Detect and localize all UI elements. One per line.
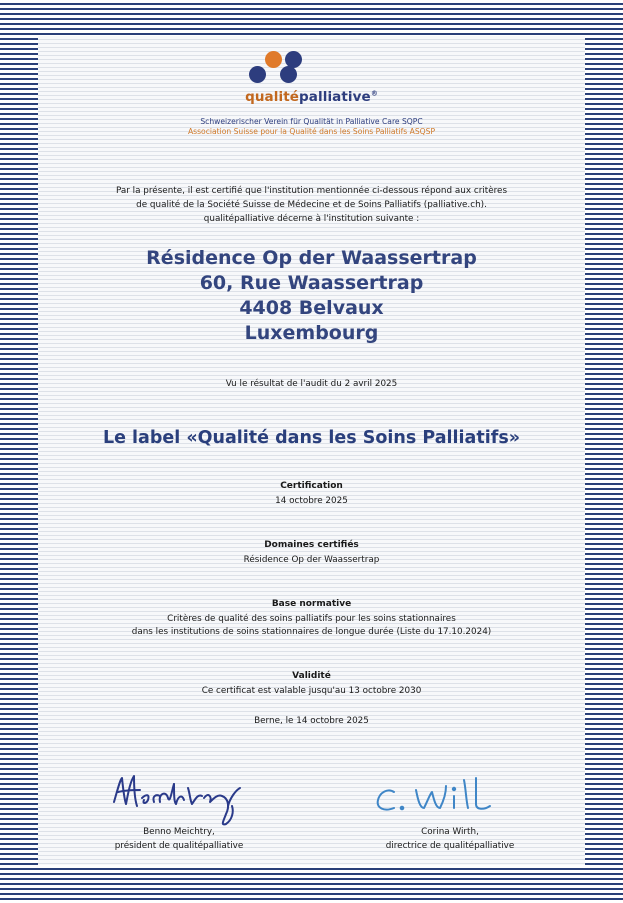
association-name-french: Association Suisse pour la Qualité dans les Soins Palliatifs ASQSP bbox=[187, 127, 436, 136]
signature-wirth-icon bbox=[372, 770, 500, 818]
certification-date: 14 octobre 2025 bbox=[275, 496, 348, 506]
base-normative-line-2: dans les institutions de soins stationnaires de longue durée (Liste du 17.10.2024) bbox=[131, 627, 492, 637]
signatory-right-title: directrice de qualitépalliative bbox=[385, 841, 515, 851]
domaines-heading: Domaines certifiés bbox=[264, 540, 359, 550]
domaines-text: Résidence Op der Waassertrap bbox=[243, 555, 380, 565]
intro-line-2: de qualité de la Société Suisse de Médecine et de Soins Palliatifs (palliative.ch). bbox=[136, 200, 487, 210]
institution-name: Résidence Op der Waassertrap bbox=[146, 247, 477, 269]
signatory-left bbox=[94, 825, 264, 853]
brand-name-part1: qualité bbox=[245, 89, 300, 105]
validite-text: Ce certificat est valable jusqu'au 13 octobre 2030 bbox=[201, 686, 422, 696]
place-date: Berne, le 14 octobre 2025 bbox=[254, 716, 369, 726]
institution-block bbox=[0, 246, 623, 346]
brand-wordmark bbox=[0, 89, 623, 105]
brand-name-part2: palliative bbox=[299, 89, 371, 105]
institution-street: 60, Rue Waassertrap bbox=[199, 272, 424, 294]
institution-city: 4408 Belvaux bbox=[239, 297, 384, 319]
signature-meichtry-icon bbox=[108, 768, 243, 830]
base-normative-text bbox=[0, 613, 623, 639]
signatory-left-title: président de qualitépalliative bbox=[114, 841, 244, 851]
audit-statement: Vu le résultat de l'audit du 2 avril 2025 bbox=[225, 379, 398, 389]
validite-heading: Validité bbox=[292, 671, 331, 681]
label-title: Le label «Qualité dans les Soins Palliatifs» bbox=[102, 428, 521, 448]
logo-dot-navy-right bbox=[280, 66, 297, 83]
certification-heading: Certification bbox=[280, 481, 343, 491]
intro-line-3: qualitépalliative décerne à l'institution suivante : bbox=[203, 214, 420, 224]
logo-dot-orange bbox=[265, 51, 282, 68]
association-name-german: Schweizerischer Verein für Qualität in Palliative Care SQPC bbox=[200, 117, 423, 126]
certificate-paper bbox=[38, 36, 585, 865]
qualitepalliative-logo-icon bbox=[243, 48, 323, 92]
institution-country: Luxembourg bbox=[244, 322, 379, 344]
registered-mark: ® bbox=[370, 89, 378, 98]
base-normative-line-1: Critères de qualité des soins palliatifs pour les soins stationnaires bbox=[167, 614, 456, 624]
signatory-left-name: Benno Meichtry, bbox=[143, 827, 215, 837]
intro-line-1: Par la présente, il est certifié que l'institution mentionnée ci-dessous répond aux critères bbox=[115, 186, 508, 196]
signatory-right bbox=[360, 825, 540, 853]
base-normative-heading: Base normative bbox=[271, 599, 352, 609]
intro-text bbox=[0, 184, 623, 226]
signatory-right-name: Corina Wirth, bbox=[421, 827, 479, 837]
logo-dot-navy-left bbox=[249, 66, 266, 83]
